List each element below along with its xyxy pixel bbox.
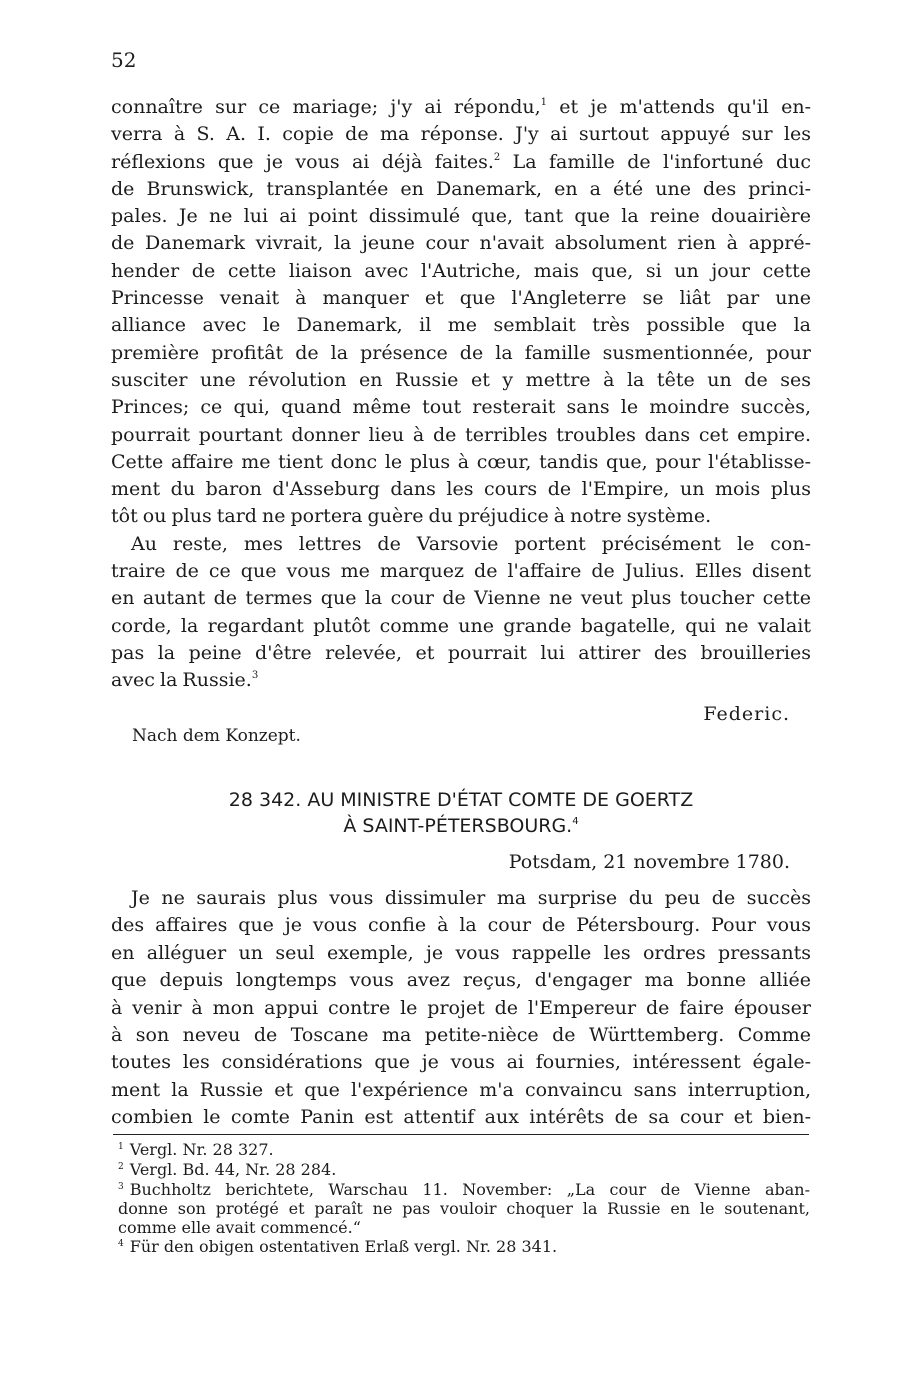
text-line: Cette affaire me tient donc le plus à cœur, tandis que, pour l'établisse- [111,450,811,473]
text-line: ment du baron d'Asseburg dans les cours de l'Empire, un mois plus [111,478,811,501]
text-line: hender de cette liaison avec l'Autriche, mais que, si un jour cette [111,259,811,282]
footnote-mark: 2 [118,1162,124,1172]
text-line: à son neveu de Toscane ma petite-nièce de Württemberg. Comme [111,1023,811,1046]
footnote-line: $^3$ Buchholtz berichtete, Warschau 11. November: „La cour de Vienne aban- [118,1180,810,1199]
dateline: Potsdam, 21 novembre 1780. [508,851,790,873]
letter-body-continued [111,94,811,695]
text-line: première profitât de la présence de la famille susmentionnée, pour [111,341,811,364]
letter-heading [111,787,811,839]
text-line: connaître sur ce mariage; j'y ai répondu,$^1$ et je m'attends qu'il en- [111,96,811,118]
text-line: pourrait pourtant donner lieu à de terribles troubles dans cet empire. [111,423,811,446]
text-line: de Danemark vivrait, la jeune cour n'avait absolument rien à appré- [111,232,811,255]
text-line: ment la Russie et que l'expérience m'a convaincu sans interruption, [111,1078,811,1101]
text-line: de Brunswick, transplantée en Danemark, en a été une des princi- [111,177,811,200]
text-line: Princesse venait à manquer et que l'Angleterre se liât par une [111,287,811,310]
footnote-mark: 4 [118,1239,124,1249]
footnote-text: Für den obigen ostentativen Erlaß vergl. Nr. 28 341. [129,1237,558,1256]
text-line: Je ne saurais plus vous dissimuler ma surprise du peu de succès [131,887,811,909]
footnote-mark: 1 [118,1142,124,1152]
text-line: des affaires que je vous confie à la cour de Pétersbourg. Pour vous [111,914,811,937]
footnote-line: comme elle avait commencé.“ [118,1218,361,1237]
footnote-ref: 4 [572,816,579,827]
text-line: Au reste, mes lettres de Varsovie portent précisément le con- [131,532,811,555]
text-line: tôt ou plus tard ne portera guère du préjudice à notre système. [111,505,712,528]
text-line: corde, la regardant plutôt comme une grande bagatelle, qui ne valait [111,614,811,637]
text-line: alliance avec le Danemark, il me semblait très possible que la [111,314,811,337]
text-line: à venir à mon appui contre le projet de l'Empereur de faire épouser [111,996,811,1019]
text-line: combien le comte Panin est attentif aux intérêts de sa cour et bien- [111,1106,811,1129]
footnote-text: Vergl. Nr. 28 327. [129,1140,274,1159]
footnotes [118,1140,810,1257]
footnote-ref: 3 [251,670,259,682]
text-line: susciter une révolution en Russie et y mettre à la tête un de ses [111,368,811,391]
footnote [118,1160,810,1180]
text-line: en alléguer un seul exemple, je vous rappelle les ordres pressants [111,941,811,964]
footnote [118,1237,810,1257]
text-line: réflexions que je vous ai déjà faites.$^2$ La famille de l'infortuné duc [111,150,811,173]
footnote-line: donne son protégé et paraît ne pas vouloir choquer la Russie en le soutenant, [118,1199,810,1218]
footnote-mark: 3 [118,1182,124,1192]
footnote-text: Vergl. Bd. 44, Nr. 28 284. [129,1160,337,1179]
page-number: 52 [111,48,137,72]
text-line: toutes les considérations que je vous ai fournies, intéressent égale- [111,1051,811,1074]
footnote-divider [113,1134,809,1135]
heading-line: À SAINT-PÉTERSBOURG.$^4$ [343,815,579,837]
text-line: que depuis longtemps vous avez reçus, d'engager ma bonne alliée [111,969,811,992]
text-line: Princes; ce qui, quand même tout resterait sans le moindre succès, [111,396,811,419]
letter-body [111,885,811,1132]
signature: Federic. [703,703,790,725]
footnote [118,1180,810,1237]
source-note: Nach dem Konzept. [132,726,301,746]
footnote [118,1140,810,1160]
text-line: verra à S. A. I. copie de ma réponse. J'y ai surtout appuyé sur les [111,123,811,146]
footnote-ref: 1 [540,97,548,108]
text-line: avec la Russie.$^3$ [111,669,259,692]
text-line: traire de ce que vous me marquez de l'affaire de Julius. Elles disent [111,560,811,583]
heading-line: 28 342. AU MINISTRE D'ÉTAT COMTE DE GOERTZ [228,789,694,811]
text-line: en autant de termes que la cour de Vienne ne veut plus toucher cette [111,587,811,610]
footnote-ref: 2 [493,151,501,163]
text-line: pas la peine d'être relevée, et pourrait lui attirer des brouilleries [111,641,811,664]
text-line: pales. Je ne lui ai point dissimulé que, tant que la reine douairière [111,205,811,228]
